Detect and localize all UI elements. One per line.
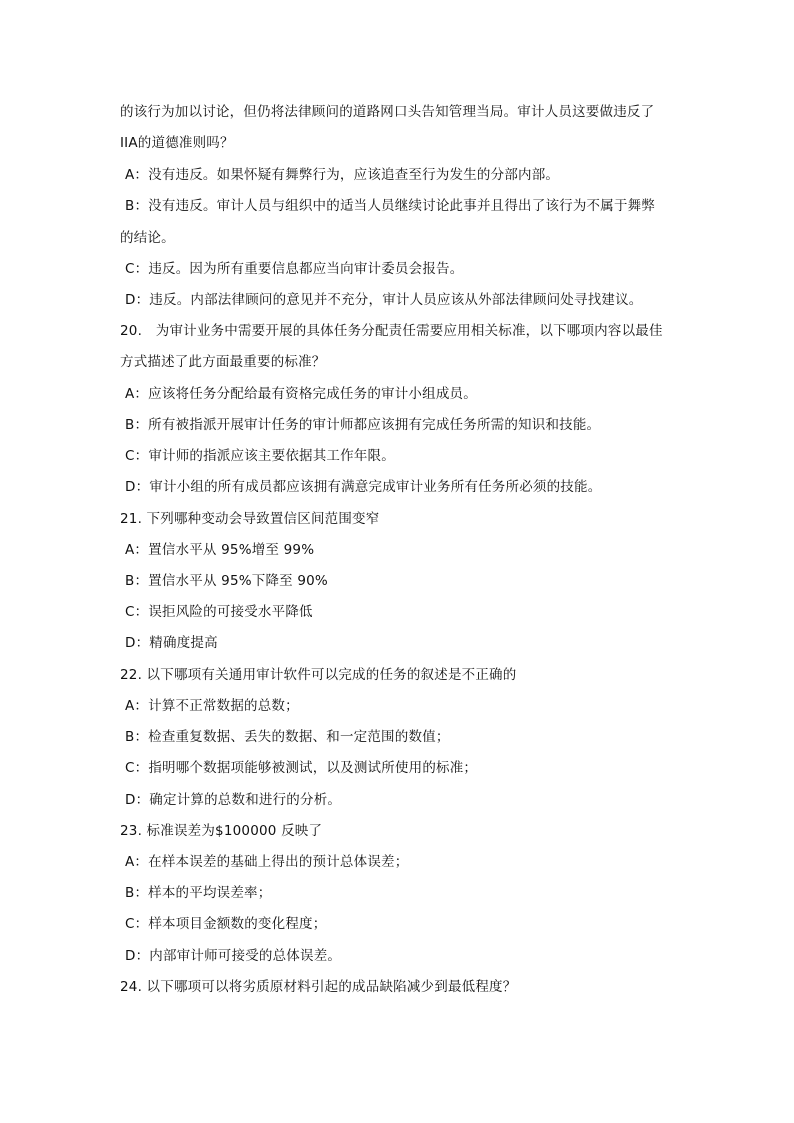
option-b: B：置信水平从 95%下降至 90% — [125, 573, 328, 589]
option-b: B：所有被指派开展审计任务的审计师都应该拥有完成任务所需的知识和技能。 — [125, 417, 601, 433]
option-d: D：精确度提高 — [125, 635, 218, 651]
question-21: 21. 下列哪种变动会导致置信区间范围变窄 — [120, 511, 380, 527]
question-22: 22. 以下哪项有关通用审计软件可以完成的任务的叙述是不正确的 — [120, 667, 517, 683]
option-c: C：违反。因为所有重要信息都应当向审计委员会报告。 — [125, 261, 464, 277]
option-a: A：置信水平从 95%增至 99% — [125, 542, 315, 558]
option-d: D：审计小组的所有成员都应该拥有满意完成审计业务所有任务所必须的技能。 — [125, 479, 602, 495]
option-d: D：内部审计师可接受的总体误差。 — [125, 948, 342, 964]
option-d: D：违反。内部法律顾问的意见并不充分，审计人员应该从外部法律顾问处寻找建议。 — [125, 292, 643, 308]
text-line: IIA的道德准则吗？ — [120, 135, 234, 151]
option-a: A：在样本误差的基础上得出的预计总体误差； — [125, 854, 409, 870]
option-c: C：指明哪个数据项能够被测试，以及测试所使用的标准； — [125, 760, 478, 776]
option-c: C：审计师的指派应该主要依据其工作年限。 — [125, 448, 395, 464]
text-line: 的结论。 — [120, 230, 175, 246]
option-b: B：样本的平均误差率； — [125, 885, 272, 901]
question-20: 20. 为审计业务中需要开展的具体任务分配责任需要应用相关标准，以下哪项内容以最佳 — [120, 323, 663, 339]
option-a: A：没有违反。如果怀疑有舞弊行为，应该追查至行为发生的分部内部。 — [125, 167, 560, 183]
option-c: C：样本项目金额数的变化程度； — [125, 916, 327, 932]
option-c: C：误拒风险的可接受水平降低 — [125, 604, 313, 620]
question-23: 23. 标准误差为$100000 反映了 — [120, 823, 323, 839]
option-a: A：计算不正常数据的总数； — [125, 698, 299, 714]
option-b: B：没有违反。审计人员与组织中的适当人员继续讨论此事并且得出了该行为不属于舞弊 — [125, 198, 656, 214]
text-line: 方式描述了此方面最重要的标准？ — [120, 354, 326, 370]
option-d: D：确定计算的总数和进行的分析。 — [125, 792, 342, 808]
question-24: 24. 以下哪项可以将劣质原材料引起的成品缺陷减少到最低程度？ — [120, 979, 517, 995]
option-a: A：应该将任务分配给最有资格完成任务的审计小组成员。 — [125, 386, 477, 402]
text-line: 的该行为加以讨论，但仍将法律顾问的道路网口头告知管理当局。审计人员这要做违反了 — [120, 104, 655, 120]
option-b: B：检查重复数据、丢失的数据、和一定范围的数值； — [125, 729, 450, 745]
